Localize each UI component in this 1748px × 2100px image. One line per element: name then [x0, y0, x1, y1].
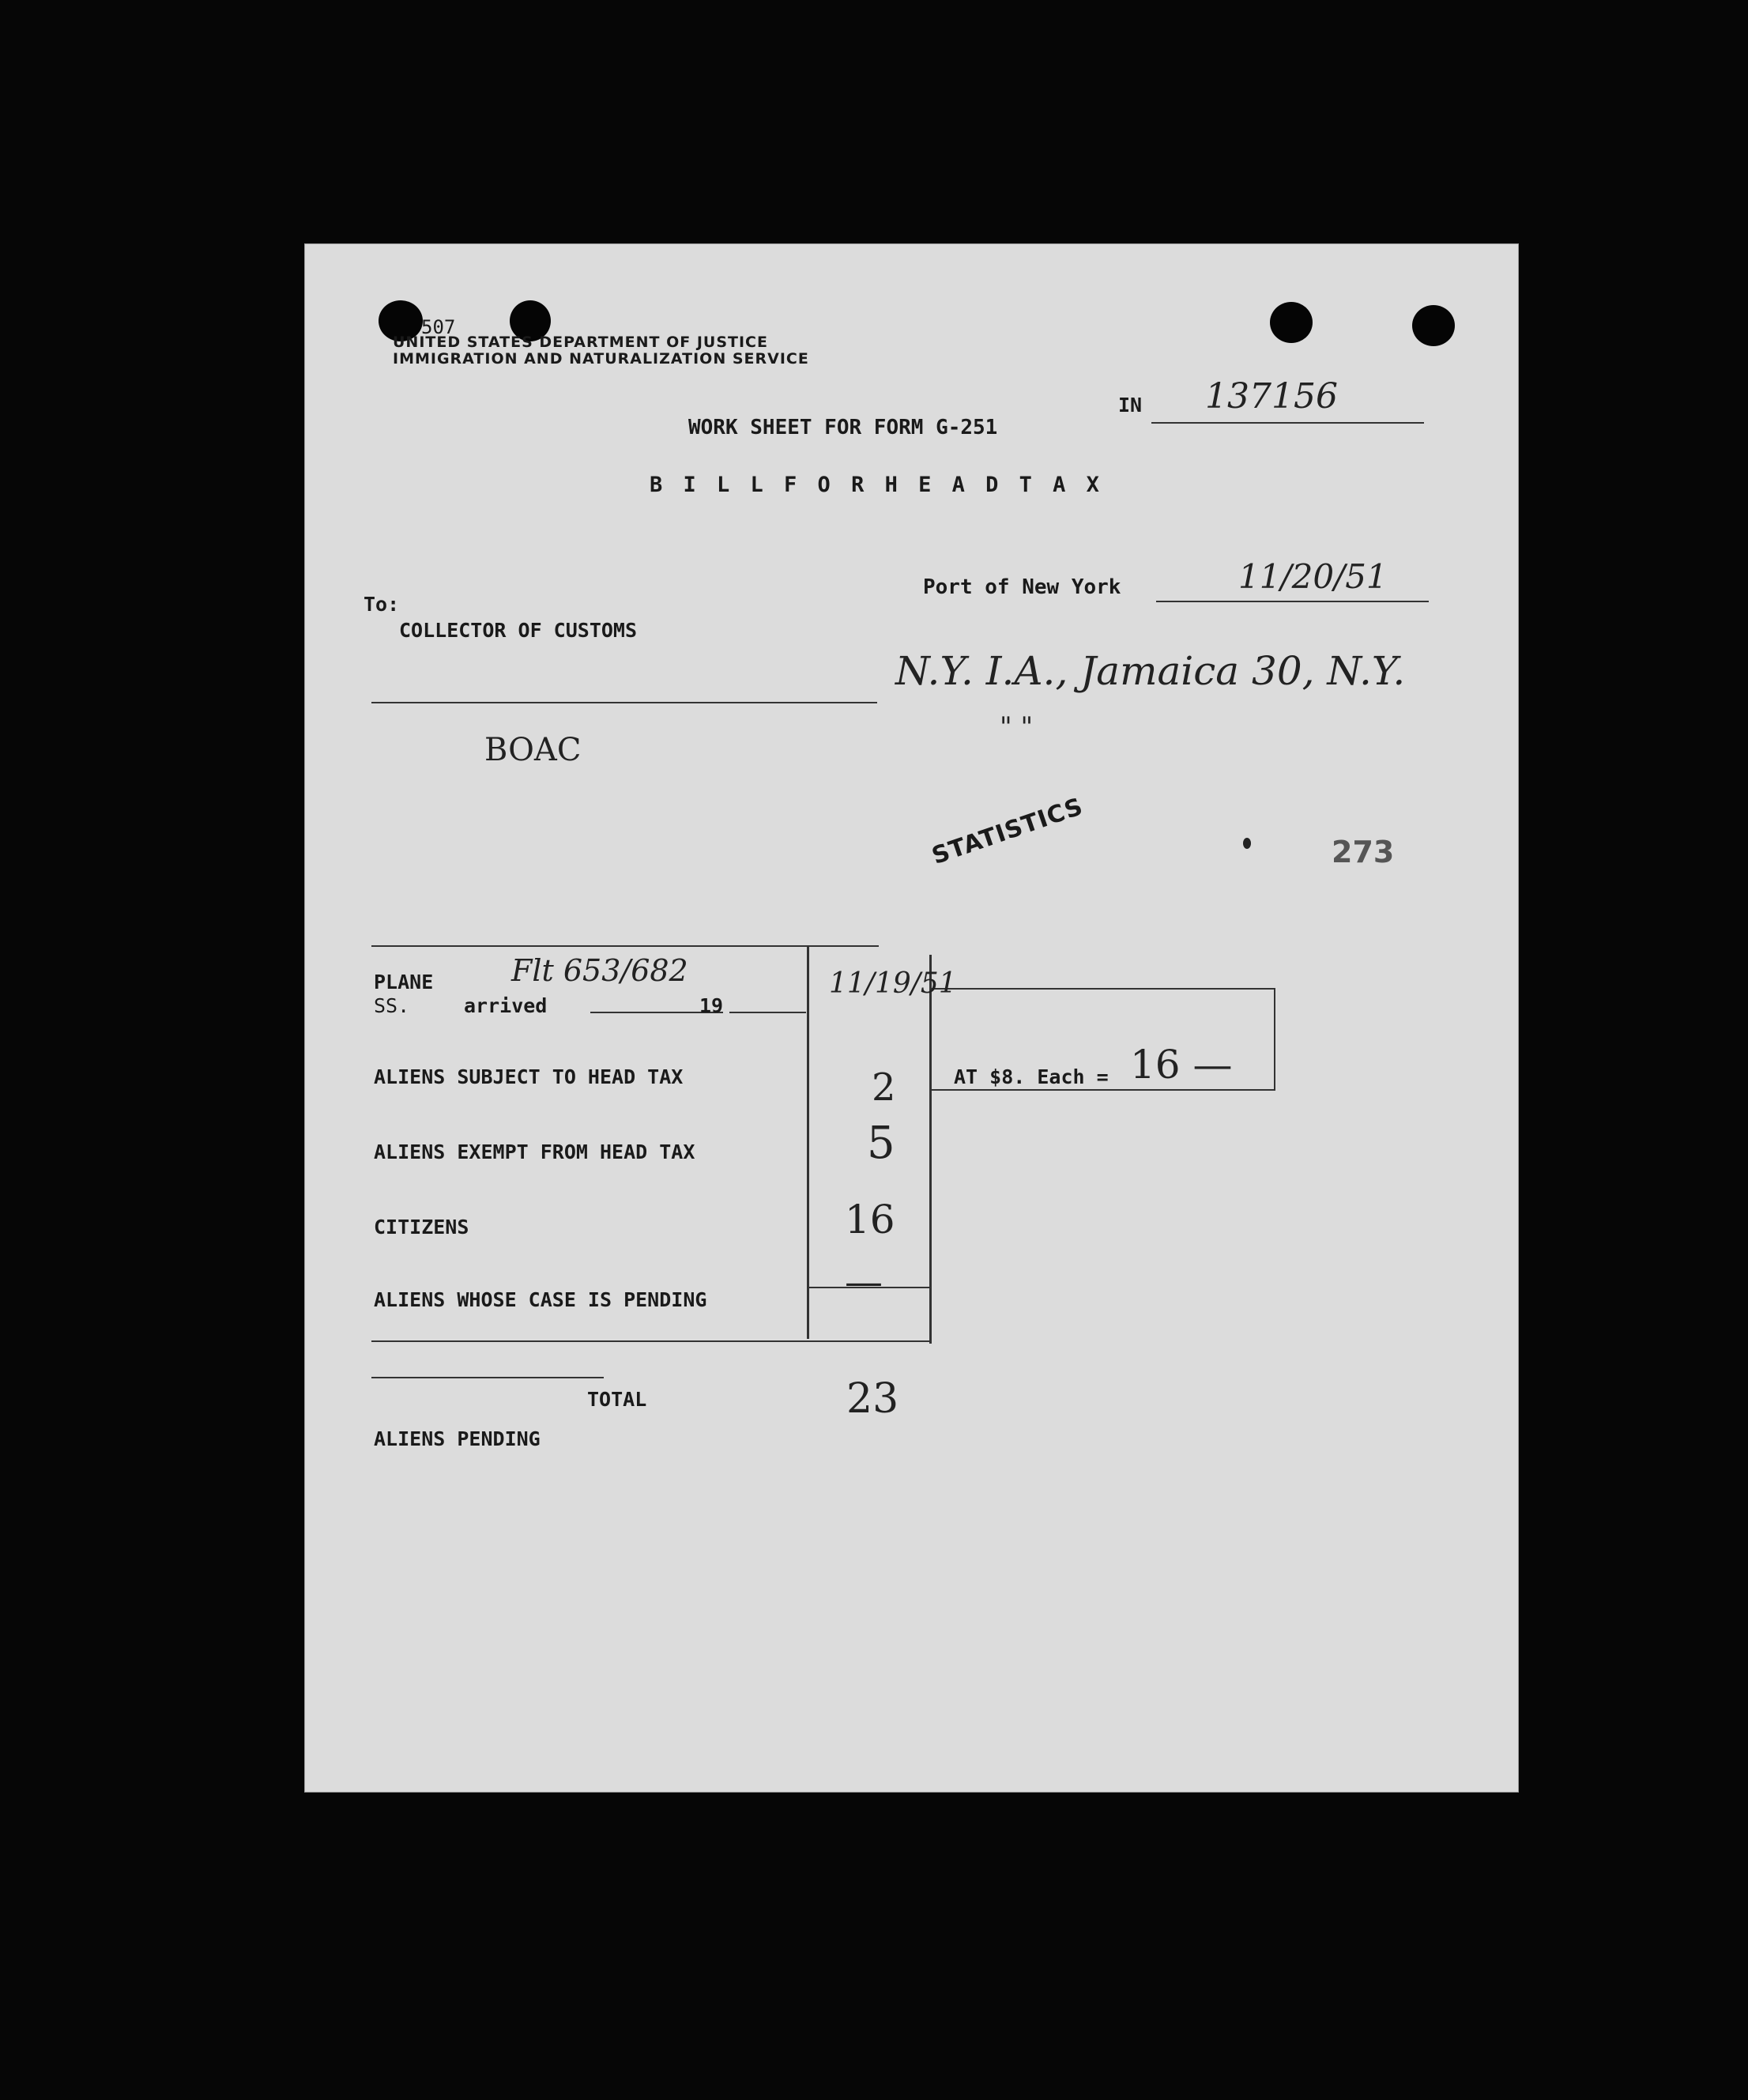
row-count-subject: 2: [872, 1065, 896, 1110]
total-value: 23: [846, 1375, 899, 1423]
document-page: [304, 243, 1519, 1793]
to-underline: [371, 702, 877, 703]
agency-line-2: IMMIGRATION AND NATURALIZATION SERVICE: [393, 350, 809, 368]
bill-title: B I L L F O R H E A D T A X: [650, 473, 1103, 497]
row-count-pending: —: [845, 1260, 883, 1304]
rate-box-right: [1274, 988, 1275, 1091]
port-date-underline: [1156, 601, 1429, 602]
port-label: Port of New York: [923, 575, 1121, 599]
worksheet-title: WORK SHEET FOR FORM G-251: [688, 416, 998, 439]
to-label: To:: [364, 593, 400, 616]
year-prefix: 19: [699, 994, 724, 1017]
year-underline: [729, 1012, 806, 1013]
pending-underline: [371, 1377, 604, 1378]
ss-label: SS.: [374, 994, 410, 1017]
punch-hole-4: [1412, 305, 1455, 346]
ditto-marks: " ": [1000, 711, 1034, 743]
plane-label: PLANE: [374, 971, 434, 993]
row-count-exempt: 5: [867, 1118, 895, 1169]
in-number-underline: [1151, 422, 1424, 424]
address-handwritten: N.Y. I.A., Jamaica 30, N.Y.: [895, 648, 1406, 694]
stamp-mark-dot: [1243, 838, 1251, 849]
arrived-label: arrived: [464, 994, 548, 1017]
row-label-exempt: ALIENS EXEMPT FROM HEAD TAX: [374, 1140, 695, 1163]
to-value: COLLECTOR OF CUSTOMS: [399, 619, 638, 642]
rate-box-bottom: [931, 1089, 1275, 1091]
statistics-stamp: STATISTICS: [929, 792, 1087, 871]
total-rule: [371, 1340, 931, 1342]
agency-line-1: UNITED STATES DEPARTMENT OF JUSTICE: [393, 334, 768, 351]
row-count-citizens: 16: [845, 1197, 895, 1242]
form-number: 507: [421, 316, 456, 338]
total-label: TOTAL: [587, 1388, 647, 1411]
in-number: 137156: [1205, 376, 1338, 417]
rate-label: AT $8. Each =: [954, 1065, 1109, 1088]
stamp-number: 273: [1332, 835, 1395, 869]
count-column-left: [807, 945, 809, 1339]
rate-box-top: [931, 988, 1275, 990]
table-top-rule: [371, 945, 879, 947]
row-label-pending: ALIENS WHOSE CASE IS PENDING: [374, 1288, 707, 1311]
rate-amount: 16 —: [1130, 1042, 1233, 1088]
in-label: IN: [1118, 394, 1143, 417]
pending-label: ALIENS PENDING: [374, 1427, 541, 1450]
punch-hole-3: [1270, 302, 1313, 343]
port-date: 11/20/51: [1238, 557, 1388, 596]
flight-handwritten: Flt 653/682: [511, 953, 688, 988]
carrier-handwritten: BOAC: [484, 732, 582, 768]
arrival-date: 11/19/51: [829, 967, 957, 1000]
count-column-right: [929, 955, 932, 1344]
row-label-subject: ALIENS SUBJECT TO HEAD TAX: [374, 1065, 684, 1088]
row-label-citizens: CITIZENS: [374, 1216, 469, 1239]
